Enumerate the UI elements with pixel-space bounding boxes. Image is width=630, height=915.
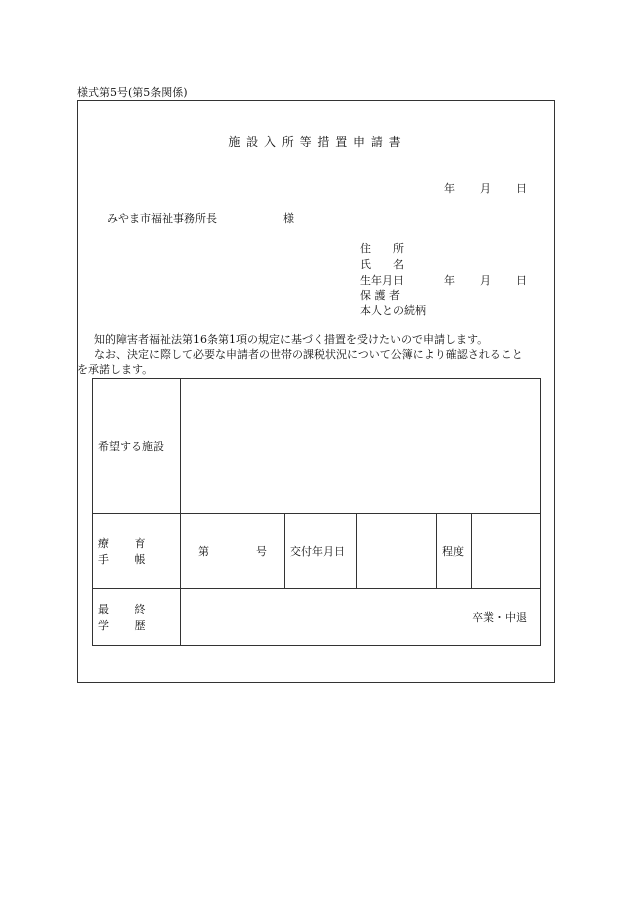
birth-day: 日 [516, 274, 527, 287]
facility-field[interactable] [181, 379, 541, 514]
notebook-dai: 第 [198, 545, 209, 558]
applicant-birth-label: 生年月日 [360, 274, 404, 287]
statement-line-2: なお、決定に際して必要な申請者の世帯の課税状況について公簿により確認されること [94, 348, 523, 361]
notebook-label: 療 育 手 帳 [93, 514, 181, 589]
degree-field[interactable] [472, 514, 541, 589]
applicant-address-label: 住 所 [360, 242, 404, 255]
addressee-name: みやま市福祉事務所長 [107, 212, 217, 225]
addressee-honorific: 様 [283, 212, 294, 225]
form-title: 施 設 入 所 等 措 置 申 請 書 [228, 135, 402, 149]
notebook-go: 号 [256, 545, 267, 558]
statement-line-3: を承諾します。 [77, 363, 154, 376]
relation-label: 本人との続柄 [360, 304, 426, 317]
birth-year: 年 [444, 274, 455, 287]
date-day: 日 [516, 182, 527, 195]
applicant-name-label: 氏 名 [360, 258, 404, 271]
issue-date-label: 交付年月日 [285, 514, 357, 589]
statement-line-1: 知的障害者福祉法第16条第1項の規定に基づく措置を受けたいので申請します。 [94, 333, 489, 346]
facility-row [93, 379, 541, 514]
education-field[interactable]: 卒業・中退 [181, 589, 541, 646]
form-number: 様式第5号(第5条関係) [77, 86, 188, 99]
education-label: 最 終 学 歴 [93, 589, 181, 646]
birth-month: 月 [480, 274, 491, 287]
degree-label: 程度 [437, 514, 472, 589]
guardian-label: 保 護 者 [360, 289, 400, 302]
facility-label: 希望する施設 [93, 379, 181, 514]
date-year: 年 [444, 182, 455, 195]
notebook-number-field[interactable] [181, 514, 285, 589]
notebook-row [93, 514, 541, 589]
education-row [93, 589, 541, 646]
date-month: 月 [480, 182, 491, 195]
application-table [92, 378, 541, 646]
statement [77, 332, 549, 377]
issue-date-field[interactable] [357, 514, 437, 589]
